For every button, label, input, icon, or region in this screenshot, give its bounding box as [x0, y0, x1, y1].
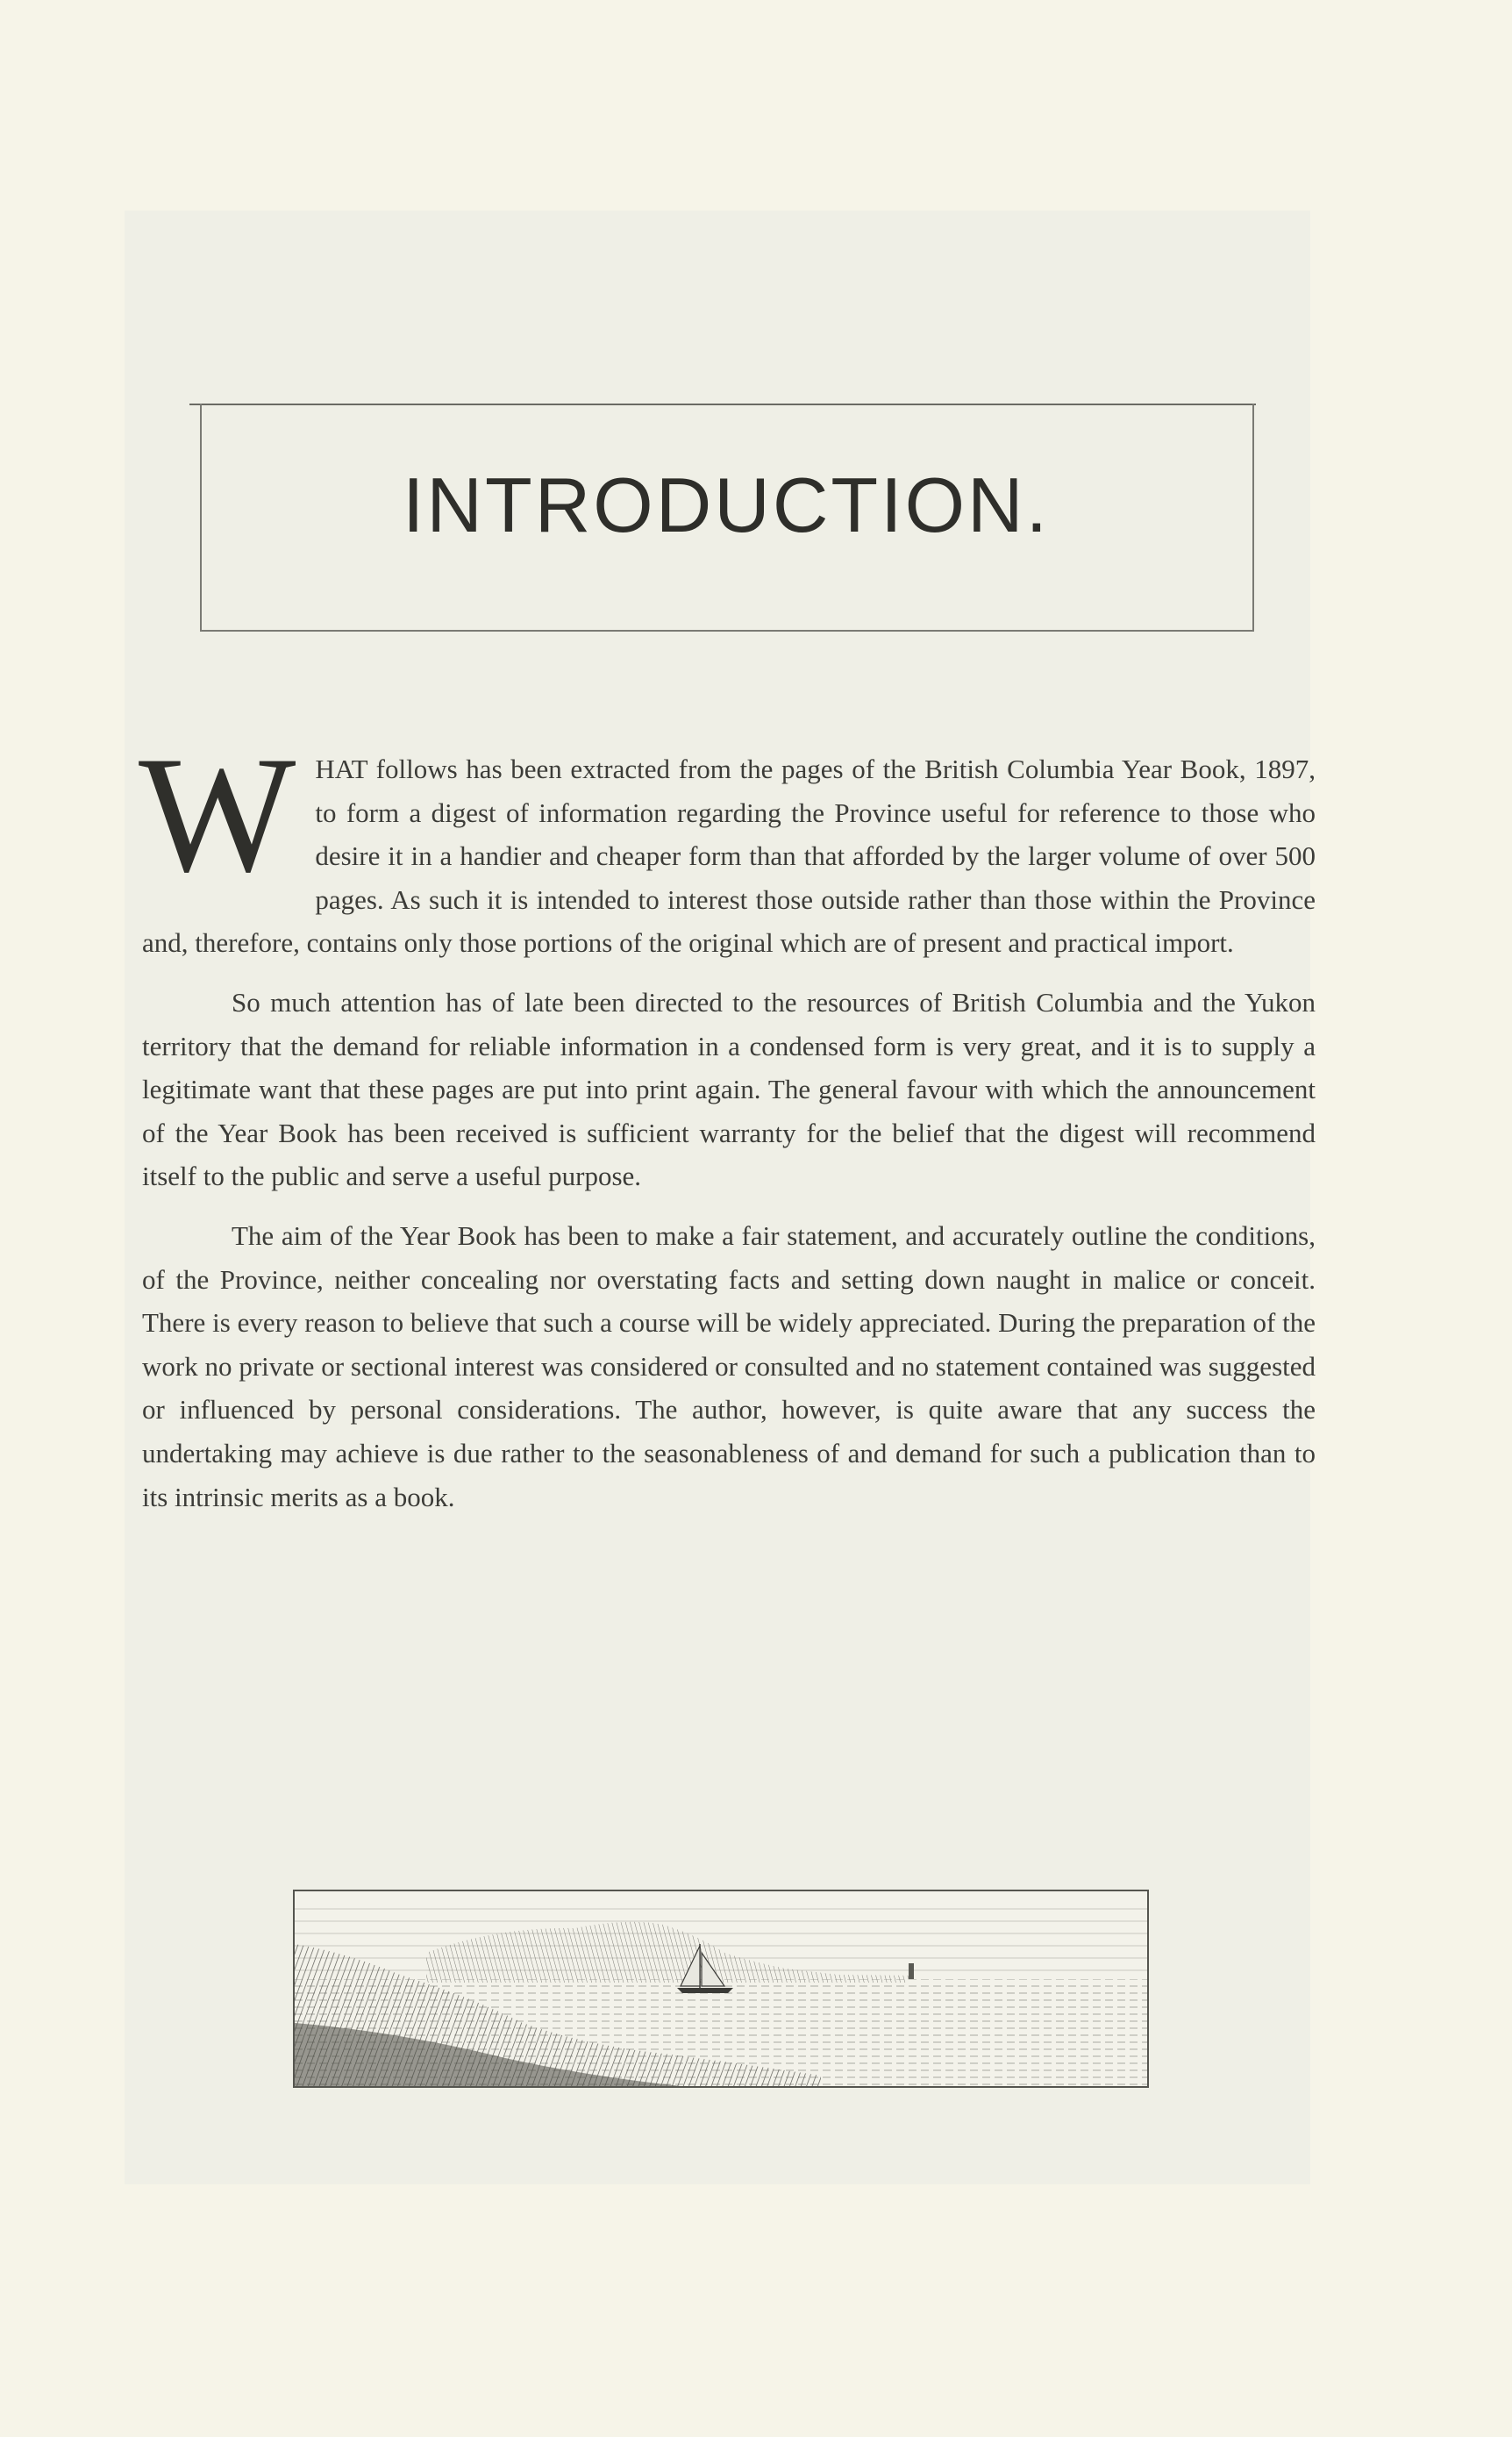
drop-cap: W	[139, 723, 296, 907]
introduction-body	[139, 723, 1316, 1534]
paragraph-1-text: HAT follows has been extracted from the pages of the British Columbia Year Book, 1897, to form a digest of information regarding the Province useful for reference to those who desire it in a handier and cheaper form than that afforded by the larger volume of over 500 pages. As such it is intended to interest those outside rather than those within the Province and, therefore, contains only those portions of the original which are of present and practical import.	[142, 754, 1316, 959]
distant-hills	[426, 1922, 909, 1983]
paragraph-2: So much attention has of late been directed to the resources of British Columbia and the Yukon territory that the demand for reliable information in a condensed form is very great, and it is to supply a legitimate want that these pages are put into print again. The general favour with which the announcement of the Year Book has been received is sufficient warranty for the belief that the digest will recommend itself to the public and serve a useful purpose.	[142, 986, 1316, 1192]
coastal-scene-illustration	[293, 1890, 1149, 2088]
paragraph-3: The aim of the Year Book has been to make a fair statement, and accurately outline the conditions, of the Province, neither concealing nor overstating facts and setting down naught in malice or conceit. There is every reason to believe that such a course will be widely appreciated. During the preparation of the work no private or sectional interest was considered or consulted and no statement contained was suggested or influenced by personal considerations. The author, however, is quite aware that any success the undertaking may achieve is due rather to the seasonableness of and demand for such a publication than to its intrinsic merits as a book.	[142, 1219, 1316, 1512]
page-title: INTRODUCTION.	[402, 461, 1051, 548]
lighthouse	[909, 1963, 914, 1979]
paragraph-1	[139, 723, 1316, 965]
coastal-scene-engraving	[295, 1891, 1147, 2086]
